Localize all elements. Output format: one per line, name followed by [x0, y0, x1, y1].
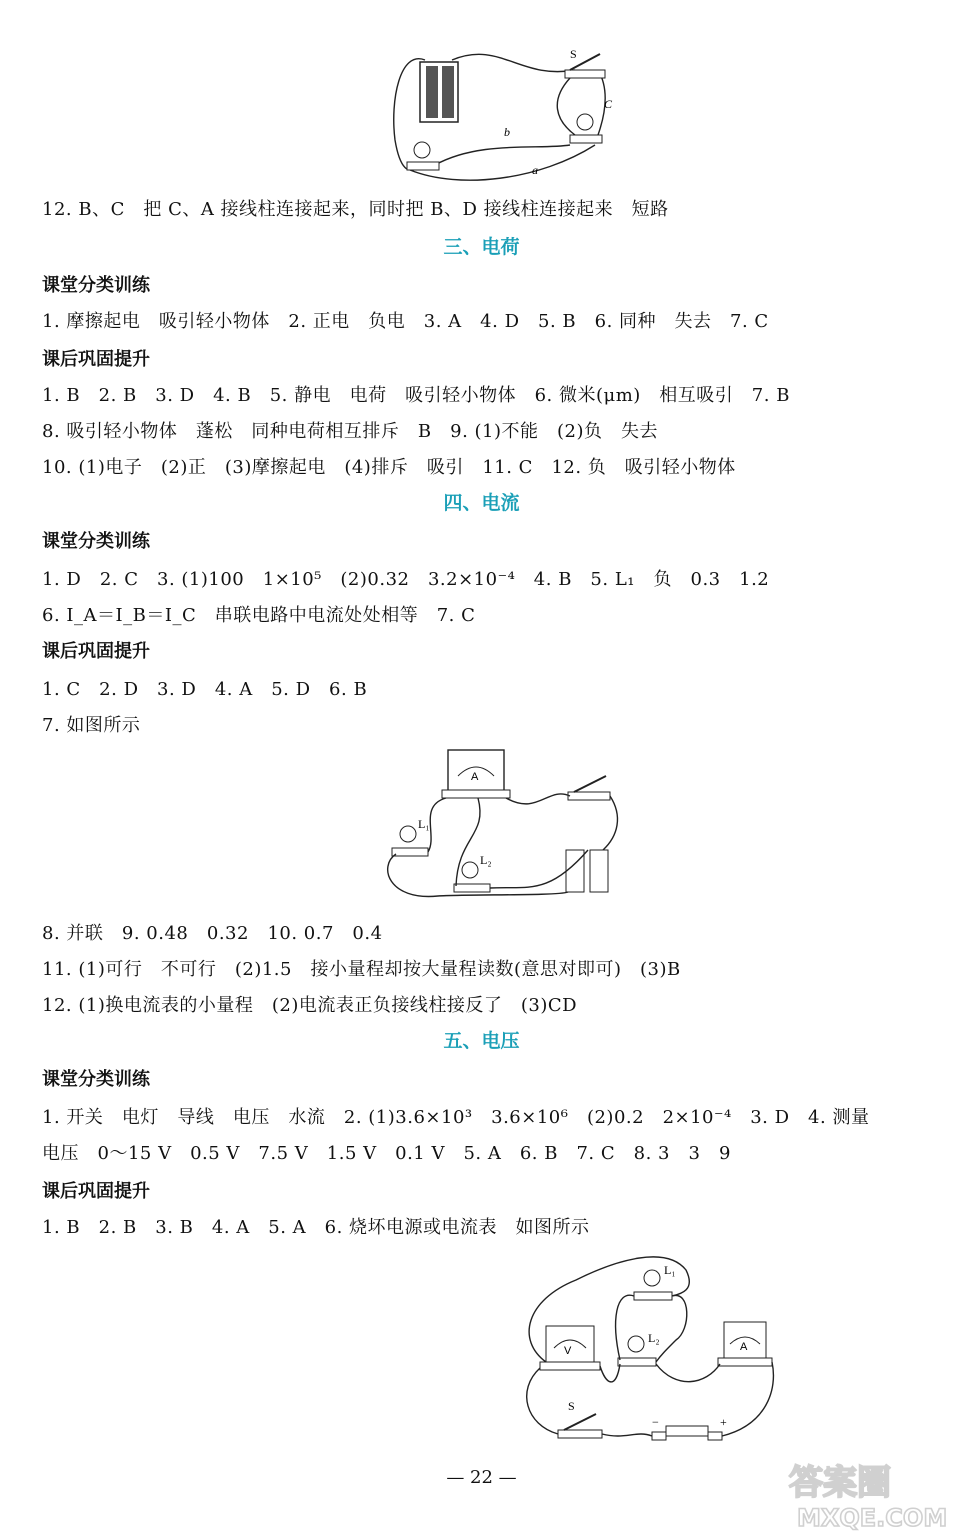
label-b: b — [504, 125, 510, 139]
circuit-figure-2 — [378, 746, 628, 906]
label-ammeter: A — [471, 771, 479, 783]
answer-line: 电压 0～15 V 0.5 V 7.5 V 1.5 V 0.1 V 5. A 6. B 7. C 8. 3 3 9 — [42, 1143, 731, 1164]
label-minus: − — [652, 1415, 659, 1429]
heading-after-class: 课后巩固提升 — [42, 641, 150, 662]
answer-line: 1. 摩擦起电 吸引轻小物体 2. 正电 负电 3. A 4. D 5. B 6. 同种 失去 7. C — [42, 311, 769, 332]
label-plus: + — [720, 1415, 727, 1429]
label-ammeter: A — [740, 1341, 748, 1353]
answer-line: 12. (1)换电流表的小量程 (2)电流表正负接线柱接反了 (3)CD — [42, 995, 578, 1016]
answer-line: 10. (1)电子 (2)正 (3)摩擦起电 (4)排斥 吸引 11. C 12. 负 吸引轻小物体 — [42, 457, 736, 478]
label-s: S — [570, 47, 577, 61]
answer-line: 8. 吸引轻小物体 蓬松 同种电荷相互排斥 B 9. (1)不能 (2)负 失去 — [42, 421, 659, 442]
answer-line: 1. C 2. D 3. D 4. A 5. D 6. B — [42, 679, 368, 700]
answer-line: 1. D 2. C 3. (1)100 1×10⁵ (2)0.32 3.2×10⁻⁴ 4. B 5. L₁ 负 0.3 1.2 — [42, 569, 770, 590]
answer-line: 6. I_A＝I_B＝I_C 串联电路中电流处处相等 7. C — [42, 605, 476, 626]
answer-line: 1. B 2. B 3. D 4. B 5. 静电 电荷 吸引轻小物体 6. 微米(μm) 相互吸引 7. B — [42, 385, 790, 406]
heading-classroom: 课堂分类训练 — [42, 531, 150, 552]
label-l2: L₂ — [480, 853, 492, 867]
label-l1: L₁ — [418, 817, 430, 831]
answer-line: 12. B、C 把 C、A 接线柱连接起来，同时把 B、D 接线柱连接起来 短路 — [42, 199, 669, 220]
circuit-figure-1 — [380, 40, 620, 190]
heading-after-class: 课后巩固提升 — [42, 1181, 150, 1202]
section-title-voltage: 五、电压 — [443, 1030, 520, 1052]
label-c: C — [604, 97, 613, 111]
answer-line: 11. (1)可行 不可行 (2)1.5 接小量程却按大量程读数(意思对即可) (3)B — [42, 959, 681, 980]
page-number: — 22 — — [446, 1467, 517, 1488]
svg-text:MXQE.COM: MXQE.COM — [797, 1504, 948, 1532]
answer-line: 7. 如图所示 — [42, 715, 141, 736]
heading-classroom: 课堂分类训练 — [42, 1069, 150, 1090]
label-l2: L₂ — [648, 1331, 660, 1345]
circuit-figure-3 — [516, 1250, 776, 1456]
heading-after-class: 课后巩固提升 — [42, 349, 150, 370]
watermark-logo — [779, 1452, 949, 1532]
section-title-current: 四、电流 — [443, 492, 520, 514]
label-voltmeter: V — [564, 1345, 572, 1357]
answer-line: 1. B 2. B 3. B 4. A 5. A 6. 烧坏电源或电流表 如图所示 — [42, 1217, 590, 1238]
label-a: a — [532, 163, 538, 177]
label-l1: L₁ — [664, 1263, 676, 1277]
section-title-charge: 三、电荷 — [443, 236, 520, 258]
answer-line: 1. 开关 电灯 导线 电压 水流 2. (1)3.6×10³ 3.6×10⁶ (2)0.2 2×10⁻⁴ 3. D 4. 测量 — [42, 1107, 870, 1128]
heading-classroom: 课堂分类训练 — [42, 275, 150, 296]
svg-text:答案圈: 答案圈 — [789, 1463, 891, 1503]
label-s: S — [568, 1399, 575, 1413]
answer-line: 8. 并联 9. 0.48 0.32 10. 0.7 0.4 — [42, 923, 383, 944]
